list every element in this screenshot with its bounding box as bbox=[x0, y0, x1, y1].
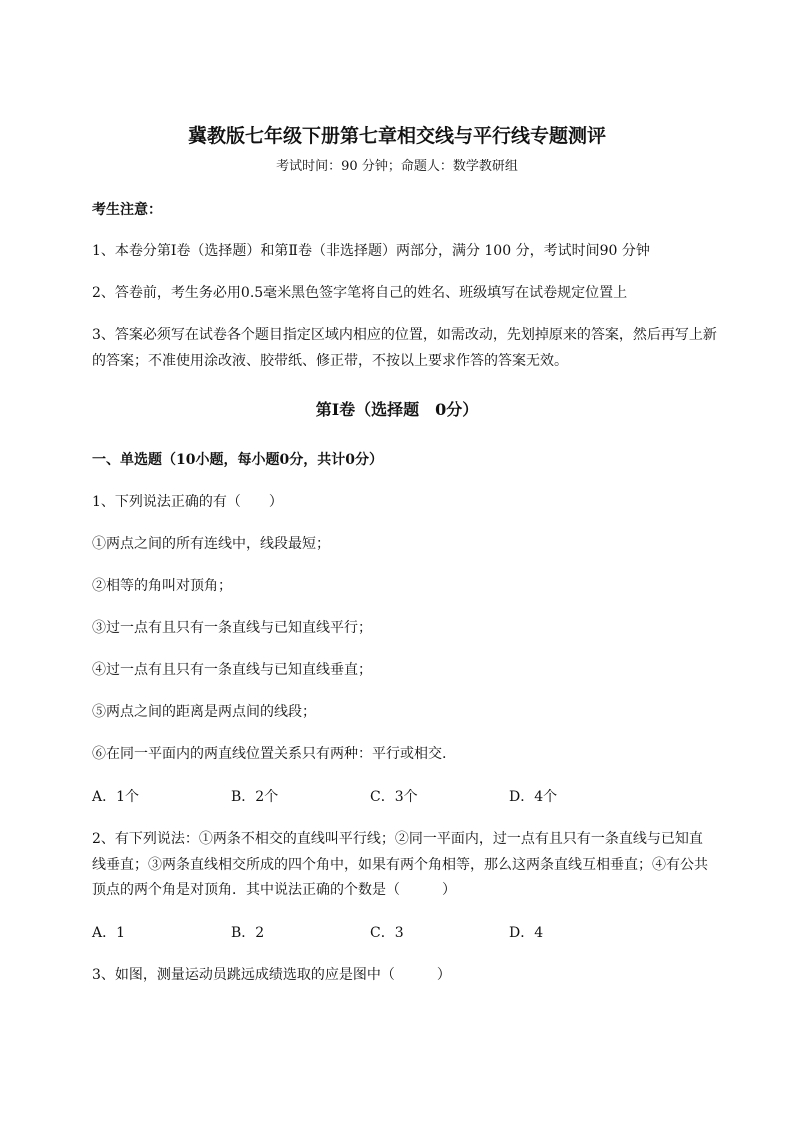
question-2-option-c: C．3 bbox=[370, 925, 404, 941]
section-title: 第Ⅰ卷（选择题 0分） bbox=[315, 400, 479, 419]
question-2-option-b: B．2 bbox=[231, 925, 265, 941]
page-title: 冀教版七年级下册第七章相交线与平行线专题测评 bbox=[187, 125, 606, 147]
question-2-line-2: 线垂直；③两条直线相交所成的四个角中，如果有两个角相等，那么这两条直线互相垂直；④有公共 bbox=[92, 857, 708, 873]
notice-item-3-line-1: 3、答案必须写在试卷各个题目指定区域内相应的位置，如需改动，先划掉原来的答案，然后再写上新 bbox=[92, 327, 717, 343]
question-1-statement-1: ①两点之间的所有连线中，线段最短； bbox=[92, 536, 330, 552]
question-1-statement-2: ②相等的角叫对顶角； bbox=[92, 578, 232, 594]
notice-item-1: 1、本卷分第Ⅰ卷（选择题）和第Ⅱ卷（非选择题）两部分，满分 100 分，考试时间90 分钟 bbox=[92, 243, 650, 259]
notice-heading: 考生注意： bbox=[92, 202, 162, 218]
question-2-option-a: A．1 bbox=[92, 925, 126, 941]
notice-item-2: 2、答卷前，考生务必用0.5毫米黑色签字笔将自己的姓名、班级填写在试卷规定位置上 bbox=[92, 285, 628, 301]
question-2-line-1: 2、有下列说法：①两条不相交的直线叫平行线；②同一平面内，过一点有且只有一条直线与已知直 bbox=[92, 831, 703, 847]
question-1-statement-3: ③过一点有且只有一条直线与已知直线平行； bbox=[92, 620, 372, 636]
question-1-statement-5: ⑤两点之间的距离是两点间的线段； bbox=[92, 704, 316, 720]
part-heading: 一、单选题（10小题，每小题0分，共计0分） bbox=[92, 452, 383, 468]
question-1-statement-6: ⑥在同一平面内的两直线位置关系只有两种：平行或相交. bbox=[92, 746, 447, 762]
page-subtitle: 考试时间：90 分钟；命题人：数学教研组 bbox=[276, 159, 518, 174]
question-1-option-b: B．2个 bbox=[231, 789, 279, 805]
question-2-line-3: 顶点的两个角是对顶角．其中说法正确的个数是（ ） bbox=[92, 882, 456, 898]
notice-item-3-line-2: 的答案；不准使用涂改液、胶带纸、修正带，不按以上要求作答的答案无效。 bbox=[92, 353, 568, 369]
question-1-option-a: A．1个 bbox=[92, 789, 140, 805]
question-1-option-c: C．3个 bbox=[370, 789, 418, 805]
question-1-statement-4: ④过一点有且只有一条直线与已知直线垂直； bbox=[92, 662, 372, 678]
question-1-option-d: D．4个 bbox=[509, 789, 558, 805]
question-1-stem: 1、下列说法正确的有（ ） bbox=[92, 494, 283, 510]
question-3-stem: 3、如图，测量运动员跳远成绩选取的应是图中（ ） bbox=[92, 967, 451, 983]
question-2-option-d: D．4 bbox=[509, 925, 544, 941]
